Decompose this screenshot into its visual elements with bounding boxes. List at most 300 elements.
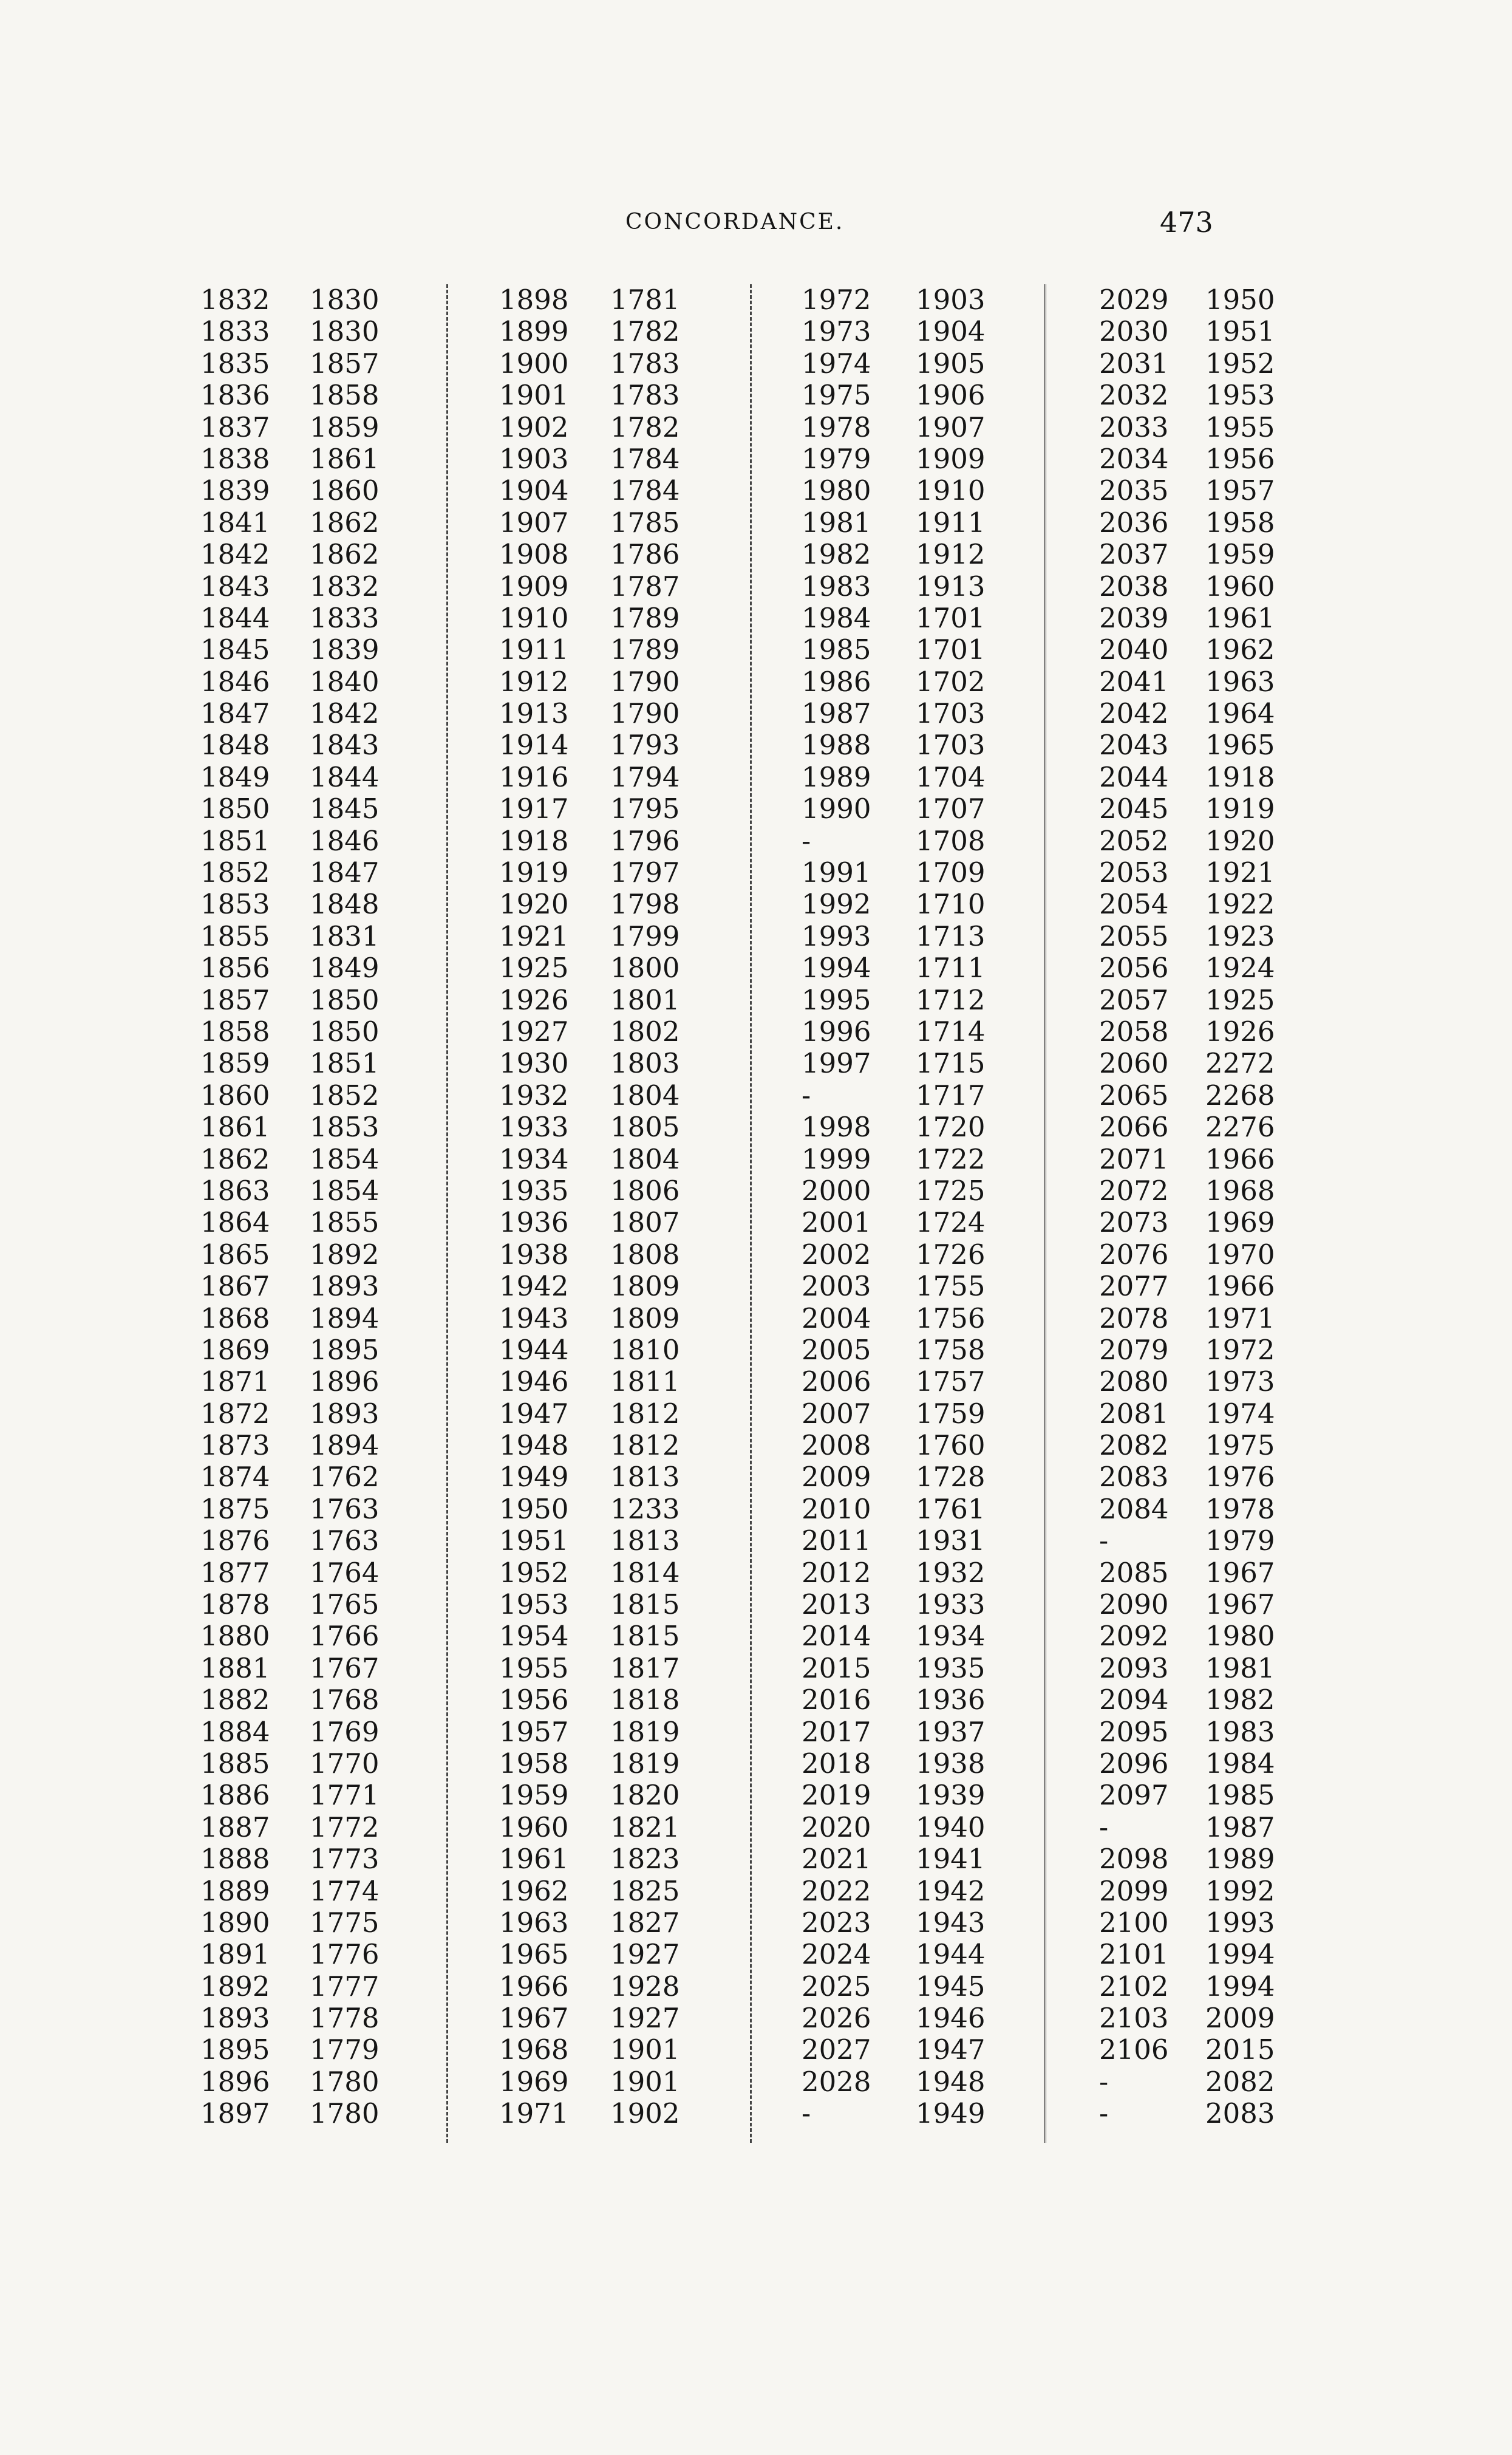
concordance-cell: 1955	[499, 1651, 569, 1684]
concordance-cell: 1857	[200, 983, 270, 1016]
concordance-cell: -	[802, 824, 811, 857]
concordance-cell: 1965	[499, 1938, 569, 1971]
concordance-cell: 1980	[1205, 1620, 1275, 1653]
concordance-cell: 1935	[916, 1651, 986, 1684]
concordance-cell: 1900	[499, 347, 569, 380]
concordance-cell: 2016	[802, 1684, 871, 1716]
concordance-cell: 1813	[610, 1525, 680, 1557]
concordance-cell: 1813	[610, 1461, 680, 1494]
concordance-cell: 1894	[310, 1302, 380, 1334]
concordance-cell: 1979	[802, 442, 871, 475]
concordance-cell: 1904	[499, 474, 569, 507]
concordance-cell: 1926	[1205, 1015, 1275, 1048]
concordance-cell: 2009	[802, 1461, 871, 1494]
concordance-cell: 1993	[1205, 1906, 1275, 1939]
concordance-cell: 1963	[1205, 665, 1275, 698]
concordance-cell: 1923	[1205, 920, 1275, 952]
concordance-cell: 1770	[310, 1747, 380, 1780]
concordance-cell: 1848	[310, 888, 380, 921]
concordance-cell: 1949	[916, 2097, 986, 2130]
concordance-cell: 1876	[200, 1525, 270, 1557]
concordance-cell: 1877	[200, 1556, 270, 1589]
concordance-cell: 1925	[499, 952, 569, 985]
concordance-cell: 1973	[1205, 1365, 1275, 1398]
concordance-cell: 1971	[1205, 1302, 1275, 1334]
concordance-cell: 1962	[1205, 633, 1275, 666]
concordance-cell: 1905	[916, 347, 986, 380]
concordance-cell: 1930	[499, 1047, 569, 1080]
concordance-cell: 2076	[1099, 1238, 1169, 1271]
concordance-cell: 2020	[802, 1811, 871, 1843]
concordance-cell: 1902	[499, 411, 569, 443]
concordance-cell: 1948	[916, 2065, 986, 2098]
concordance-cell: 2077	[1099, 1270, 1169, 1303]
concordance-cell: 1811	[610, 1365, 680, 1398]
concordance-cell: 1909	[916, 442, 986, 475]
concordance-cell: 1806	[610, 1174, 680, 1207]
concordance-cell: 2041	[1099, 665, 1169, 698]
concordance-cell: 1809	[610, 1270, 680, 1303]
concordance-cell: 1850	[310, 983, 380, 1016]
concordance-cell: 1724	[916, 1206, 986, 1239]
concordance-cell: 1981	[802, 506, 871, 539]
concordance-cell: 1934	[499, 1142, 569, 1175]
concordance-cell: 1855	[200, 920, 270, 952]
concordance-cell: 1881	[200, 1651, 270, 1684]
concordance-cell: 1916	[499, 760, 569, 793]
concordance-cell: 2026	[802, 2002, 871, 2035]
concordance-cell: 1936	[916, 1684, 986, 1716]
concordance-cell: 2093	[1099, 1651, 1169, 1684]
concordance-cell: 1783	[610, 347, 680, 380]
concordance-cell: 2039	[1099, 601, 1169, 634]
concordance-cell: 1979	[1205, 1525, 1275, 1557]
concordance-cell: -	[1099, 1811, 1109, 1843]
concordance-cell: 2024	[802, 1938, 871, 1971]
concordance-cell: 1757	[916, 1365, 986, 1398]
concordance-cell: 1935	[499, 1174, 569, 1207]
concordance-cell: 1784	[610, 474, 680, 507]
concordance-cell: 1875	[200, 1492, 270, 1525]
concordance-cell: 1909	[499, 570, 569, 603]
concordance-cell: 1983	[1205, 1715, 1275, 1748]
concordance-cell: 1901	[610, 2033, 680, 2066]
concordance-cell: 2003	[802, 1270, 871, 1303]
concordance-cell: 2027	[802, 2033, 871, 2066]
concordance-cell: 2011	[802, 1525, 871, 1557]
concordance-cell: 1761	[916, 1492, 986, 1525]
concordance-cell: 1775	[310, 1906, 380, 1939]
concordance-cell: 1799	[610, 920, 680, 952]
concordance-cell: 1969	[1205, 1206, 1275, 1239]
concordance-cell: 2079	[1099, 1333, 1169, 1366]
concordance-cell: 1860	[200, 1079, 270, 1111]
concordance-cell: 1703	[916, 697, 986, 730]
concordance-cell: 2085	[1099, 1556, 1169, 1589]
concordance-cell: 1869	[200, 1333, 270, 1366]
concordance-cell: 1981	[1205, 1651, 1275, 1684]
concordance-cell: 1992	[802, 888, 871, 921]
concordance-cell: 1838	[200, 442, 270, 475]
column-h	[1205, 284, 1275, 2130]
concordance-cell: 1774	[310, 1874, 380, 1907]
concordance-cell: 1859	[200, 1047, 270, 1080]
concordance-cell: 1985	[802, 633, 871, 666]
concordance-cell: 1921	[1205, 856, 1275, 889]
concordance-cell: 1790	[610, 665, 680, 698]
concordance-cell: 1888	[200, 1843, 270, 1876]
concordance-cell: 1951	[499, 1525, 569, 1557]
concordance-cell: 1801	[610, 983, 680, 1016]
concordance-cell: 1833	[310, 601, 380, 634]
concordance-cell: 1974	[1205, 1397, 1275, 1430]
concordance-cell: 1728	[916, 1461, 986, 1494]
concordance-cell: 1942	[499, 1270, 569, 1303]
concordance-cell: 2073	[1099, 1206, 1169, 1239]
concordance-cell: 2060	[1099, 1047, 1169, 1080]
concordance-cell: 1840	[310, 665, 380, 698]
concordance-cell: 2012	[802, 1556, 871, 1589]
concordance-cell: 1819	[610, 1747, 680, 1780]
concordance-table	[188, 284, 1342, 2167]
concordance-cell: 2100	[1099, 1906, 1169, 1939]
concordance-cell: 1785	[610, 506, 680, 539]
concordance-cell: 1781	[610, 284, 680, 316]
concordance-cell: 2006	[802, 1365, 871, 1398]
concordance-cell: 2025	[802, 1970, 871, 2003]
concordance-cell: 1966	[1205, 1142, 1275, 1175]
concordance-cell: 1858	[200, 1015, 270, 1048]
concordance-cell: 2018	[802, 1747, 871, 1780]
concordance-cell: 1784	[610, 442, 680, 475]
concordance-cell: 1920	[1205, 824, 1275, 857]
concordance-cell: 1966	[499, 1970, 569, 2003]
concordance-cell: 1957	[499, 1715, 569, 1748]
concordance-cell: 2045	[1099, 793, 1169, 825]
concordance-cell: 1820	[610, 1779, 680, 1812]
concordance-cell: 1841	[200, 506, 270, 539]
concordance-cell: 1863	[200, 1174, 270, 1207]
concordance-cell: 1940	[916, 1811, 986, 1843]
concordance-cell: 1902	[610, 2097, 680, 2130]
concordance-cell: 1853	[310, 1111, 380, 1144]
concordance-cell: 2035	[1099, 474, 1169, 507]
concordance-cell: 1855	[310, 1206, 380, 1239]
concordance-cell: 2276	[1205, 1111, 1275, 1144]
concordance-cell: 1899	[499, 315, 569, 348]
concordance-cell: 2036	[1099, 506, 1169, 539]
concordance-cell: 1943	[499, 1302, 569, 1334]
concordance-cell: 1717	[916, 1079, 986, 1111]
concordance-cell: 1762	[310, 1461, 380, 1494]
concordance-cell: 1771	[310, 1779, 380, 1812]
concordance-cell: 1950	[499, 1492, 569, 1525]
concordance-cell: 1911	[916, 506, 986, 539]
concordance-cell: 1802	[610, 1015, 680, 1048]
concordance-cell: 1973	[802, 315, 871, 348]
concordance-cell: 1846	[200, 665, 270, 698]
column-d	[610, 284, 680, 2130]
concordance-cell: 2023	[802, 1906, 871, 1939]
concordance-cell: 1713	[916, 920, 986, 952]
concordance-cell: 1970	[1205, 1238, 1275, 1271]
concordance-cell: 1891	[200, 1938, 270, 1971]
concordance-cell: 1815	[610, 1588, 680, 1621]
concordance-cell: 1998	[802, 1111, 871, 1144]
concordance-cell: 1989	[1205, 1843, 1275, 1876]
concordance-cell: 1918	[499, 824, 569, 857]
concordance-cell: 1815	[610, 1620, 680, 1653]
concordance-cell: 1927	[610, 1938, 680, 1971]
concordance-cell: 1772	[310, 1811, 380, 1843]
concordance-cell: 2022	[802, 1874, 871, 1907]
concordance-cell: 1928	[610, 1970, 680, 2003]
concordance-cell: 1787	[610, 570, 680, 603]
concordance-cell: 1907	[499, 506, 569, 539]
concordance-cell: 1901	[499, 379, 569, 412]
concordance-cell: 1982	[802, 538, 871, 571]
concordance-cell: 1827	[610, 1906, 680, 1939]
concordance-cell: 1967	[1205, 1556, 1275, 1589]
concordance-cell: 1831	[310, 920, 380, 952]
concordance-cell: 1765	[310, 1588, 380, 1621]
concordance-cell: 1710	[916, 888, 986, 921]
concordance-cell: 1985	[1205, 1779, 1275, 1812]
concordance-cell: 1989	[802, 760, 871, 793]
concordance-cell: 2017	[802, 1715, 871, 1748]
concordance-cell: 2001	[802, 1206, 871, 1239]
concordance-cell: 1968	[499, 2033, 569, 2066]
concordance-cell: 2090	[1099, 1588, 1169, 1621]
concordance-cell: 1906	[916, 379, 986, 412]
concordance-cell: 1763	[310, 1492, 380, 1525]
concordance-cell: 1958	[1205, 506, 1275, 539]
concordance-cell: 1927	[610, 2002, 680, 2035]
concordance-cell: 2083	[1099, 1461, 1169, 1494]
concordance-cell: 1880	[200, 1620, 270, 1653]
concordance-cell: 1949	[499, 1461, 569, 1494]
concordance-cell: 1980	[802, 474, 871, 507]
concordance-cell: 2082	[1099, 1429, 1169, 1462]
concordance-cell: 1950	[1205, 284, 1275, 316]
concordance-cell: 1817	[610, 1651, 680, 1684]
concordance-cell: 1910	[916, 474, 986, 507]
concordance-cell: 1986	[802, 665, 871, 698]
concordance-cell: 1894	[310, 1429, 380, 1462]
concordance-cell: 1952	[1205, 347, 1275, 380]
concordance-cell: 1966	[1205, 1270, 1275, 1303]
concordance-cell: 1782	[610, 411, 680, 443]
concordance-cell: 2002	[802, 1238, 871, 1271]
concordance-cell: 1839	[200, 474, 270, 507]
concordance-cell: 2056	[1099, 952, 1169, 985]
concordance-cell: 1832	[310, 570, 380, 603]
concordance-cell: 1795	[610, 793, 680, 825]
concordance-cell: 1809	[610, 1302, 680, 1334]
concordance-cell: 1968	[1205, 1174, 1275, 1207]
concordance-cell: 2106	[1099, 2033, 1169, 2066]
concordance-cell: 1922	[1205, 888, 1275, 921]
concordance-cell: 1895	[310, 1333, 380, 1366]
concordance-cell: 2066	[1099, 1111, 1169, 1144]
concordance-cell: 1794	[610, 760, 680, 793]
concordance-cell: 2009	[1205, 2002, 1275, 2035]
concordance-cell: 2000	[802, 1174, 871, 1207]
concordance-cell: 1768	[310, 1684, 380, 1716]
concordance-cell: 1862	[200, 1142, 270, 1175]
concordance-cell: 1780	[310, 2065, 380, 2098]
concordance-cell: 1952	[499, 1556, 569, 1589]
concordance-cell: 1233	[610, 1492, 680, 1525]
concordance-cell: 1862	[310, 538, 380, 571]
concordance-cell: 2054	[1099, 888, 1169, 921]
page-header	[0, 206, 1512, 246]
concordance-cell: 2083	[1205, 2097, 1275, 2130]
concordance-cell: 1984	[1205, 1747, 1275, 1780]
concordance-cell: 2072	[1099, 1174, 1169, 1207]
concordance-cell: 1938	[916, 1747, 986, 1780]
concordance-cell: 1982	[1205, 1684, 1275, 1716]
concordance-cell: 1896	[310, 1365, 380, 1398]
concordance-cell: 1932	[916, 1556, 986, 1589]
column-separator	[446, 284, 448, 2143]
concordance-cell: 2044	[1099, 760, 1169, 793]
concordance-cell: 2103	[1099, 2002, 1169, 2035]
concordance-cell: 1833	[200, 315, 270, 348]
concordance-cell: 1912	[916, 538, 986, 571]
concordance-cell: 1967	[499, 2002, 569, 2035]
concordance-cell: 1874	[200, 1461, 270, 1494]
concordance-cell: 1830	[310, 284, 380, 316]
concordance-cell: 1978	[802, 411, 871, 443]
concordance-cell: 2055	[1099, 920, 1169, 952]
concordance-cell: 2099	[1099, 1874, 1169, 1907]
concordance-cell: 1997	[802, 1047, 871, 1080]
concordance-cell: 1992	[1205, 1874, 1275, 1907]
concordance-cell: 1917	[499, 793, 569, 825]
concordance-cell: 1709	[916, 856, 986, 889]
concordance-cell: 2058	[1099, 1015, 1169, 1048]
concordance-cell: 2021	[802, 1843, 871, 1876]
concordance-cell: 1994	[802, 952, 871, 985]
concordance-cell: 1965	[1205, 729, 1275, 762]
concordance-cell: 1878	[200, 1588, 270, 1621]
concordance-cell: 1871	[200, 1365, 270, 1398]
concordance-cell: 1990	[802, 793, 871, 825]
concordance-cell: 1849	[310, 952, 380, 985]
concordance-cell: 1759	[916, 1397, 986, 1430]
concordance-cell: 2096	[1099, 1747, 1169, 1780]
concordance-cell: 1975	[802, 379, 871, 412]
concordance-cell: 1782	[610, 315, 680, 348]
concordance-cell: 1763	[310, 1525, 380, 1557]
concordance-cell: 1843	[310, 729, 380, 762]
concordance-cell: 1939	[916, 1779, 986, 1812]
concordance-cell: 1707	[916, 793, 986, 825]
concordance-cell: 1885	[200, 1747, 270, 1780]
concordance-cell: 2033	[1099, 411, 1169, 443]
concordance-cell: 1796	[610, 824, 680, 857]
concordance-cell: 1960	[499, 1811, 569, 1843]
concordance-cell: 1882	[200, 1684, 270, 1716]
concordance-cell: 1722	[916, 1142, 986, 1175]
concordance-cell: 1715	[916, 1047, 986, 1080]
concordance-cell: 1941	[916, 1843, 986, 1876]
concordance-cell: 2014	[802, 1620, 871, 1653]
concordance-cell: 1854	[310, 1142, 380, 1175]
concordance-cell: 2032	[1099, 379, 1169, 412]
concordance-cell: 1933	[499, 1111, 569, 1144]
concordance-cell: 1844	[200, 601, 270, 634]
concordance-cell: 1818	[610, 1684, 680, 1716]
concordance-cell: 1836	[200, 379, 270, 412]
concordance-cell: 1725	[916, 1174, 986, 1207]
concordance-cell: 1893	[310, 1397, 380, 1430]
concordance-cell: 1860	[310, 474, 380, 507]
concordance-cell: 2019	[802, 1779, 871, 1812]
concordance-cell: 1780	[310, 2097, 380, 2130]
concordance-cell: 1712	[916, 983, 986, 1016]
concordance-cell: 1839	[310, 633, 380, 666]
concordance-cell: 2057	[1099, 983, 1169, 1016]
concordance-cell: 1987	[1205, 1811, 1275, 1843]
concordance-cell: 1702	[916, 665, 986, 698]
concordance-cell: 1890	[200, 1906, 270, 1939]
concordance-cell: 1962	[499, 1874, 569, 1907]
concordance-cell: 2007	[802, 1397, 871, 1430]
concordance-cell: 1884	[200, 1715, 270, 1748]
concordance-cell: 2013	[802, 1588, 871, 1621]
concordance-cell: 1797	[610, 856, 680, 889]
concordance-cell: 1983	[802, 570, 871, 603]
concordance-cell: 1842	[200, 538, 270, 571]
concordance-cell: 1969	[499, 2065, 569, 2098]
concordance-cell: 1947	[499, 1397, 569, 1430]
concordance-cell: 1963	[499, 1906, 569, 1939]
concordance-cell: 1926	[499, 983, 569, 1016]
concordance-cell: 1974	[802, 347, 871, 380]
concordance-cell: 1898	[499, 284, 569, 316]
column-e	[802, 284, 871, 2130]
concordance-cell: 1766	[310, 1620, 380, 1653]
concordance-cell: 1996	[802, 1015, 871, 1048]
concordance-cell: 1918	[1205, 760, 1275, 793]
concordance-cell: 1892	[310, 1238, 380, 1271]
page-title: CONCORDANCE.	[625, 210, 845, 234]
concordance-cell: 2052	[1099, 824, 1169, 857]
concordance-cell: 2043	[1099, 729, 1169, 762]
concordance-cell: 1987	[802, 697, 871, 730]
concordance-cell: 1812	[610, 1397, 680, 1430]
concordance-cell: 1886	[200, 1779, 270, 1812]
concordance-cell: 1991	[802, 856, 871, 889]
concordance-cell: 1972	[802, 284, 871, 316]
concordance-cell: 1953	[499, 1588, 569, 1621]
concordance-cell: 2040	[1099, 633, 1169, 666]
concordance-cell: 1933	[916, 1588, 986, 1621]
concordance-cell: 1919	[1205, 793, 1275, 825]
concordance-cell: 1948	[499, 1429, 569, 1462]
concordance-cell: 2084	[1099, 1492, 1169, 1525]
concordance-cell: 2272	[1205, 1047, 1275, 1080]
concordance-cell: 2092	[1099, 1620, 1169, 1653]
concordance-cell: 1995	[802, 983, 871, 1016]
concordance-cell: 1701	[916, 633, 986, 666]
concordance-cell: 1803	[610, 1047, 680, 1080]
concordance-cell: 1938	[499, 1238, 569, 1271]
column-a	[200, 284, 270, 2130]
concordance-cell: 1769	[310, 1715, 380, 1748]
